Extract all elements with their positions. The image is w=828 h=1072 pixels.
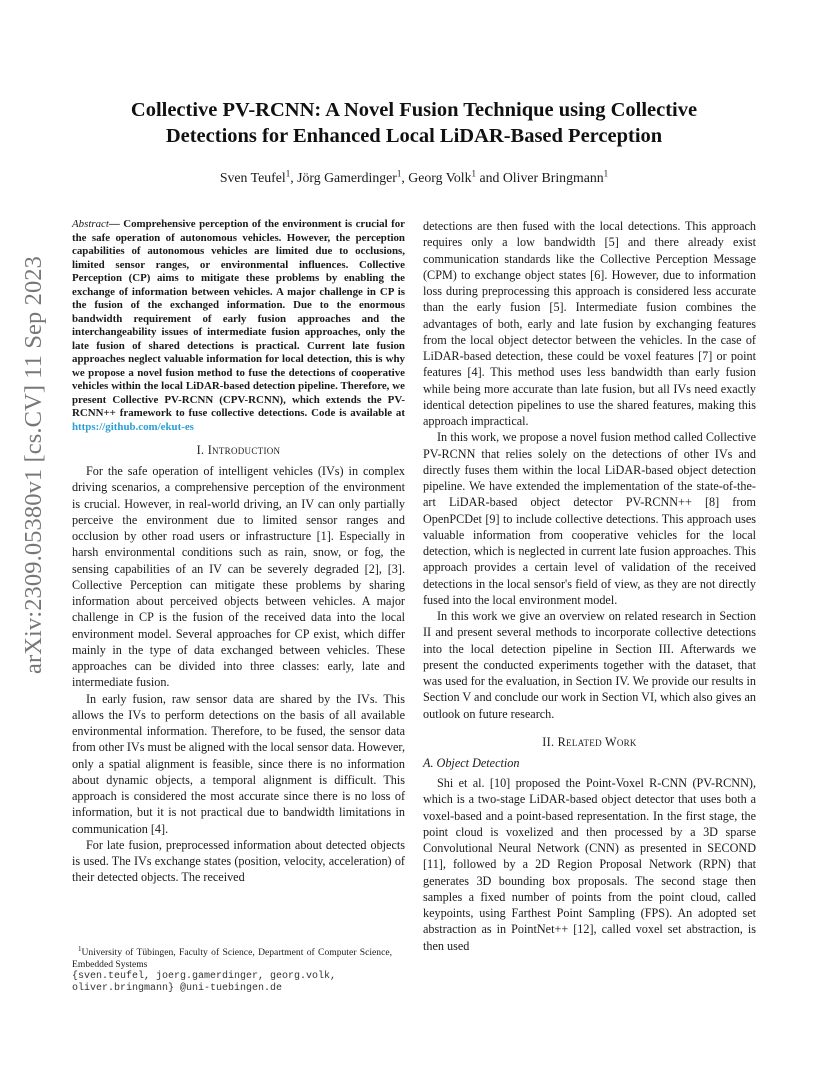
abstract-text: Comprehensive perception of the environment is crucial for the safe operation of autonomous vehicles. However, the perception capabilities of autonomous vehicles are limited due to occlusions, limited sensor ranges, or environmental influences. Collective Perception (CP) aims to mitigate these problems by enabling the exchange of information between vehicles. A major challenge in CP is the fusion of the exchanged information. Due to the enormous bandwidth requirement of early fusion approaches and the interchangeability issues of intermediate fusion approaches, only the late fusion of shared detections is practical. Current late fusion approaches neglect valuable information for local detection, this is why we propose a novel fusion method to fuse the detections of cooperative vehicles within the local LiDAR-based detection pipeline. Therefore, we present Collective PV-RCNN (CPV-RCNN), which extends the PV-RCNN++ framework to fuse collective detections. Code is available at — [72, 218, 405, 419]
paragraph: For the safe operation of intelligent vehicles (IVs) in complex driving scenarios, a comprehensive perception of the environment is crucial. However, in real-world driving, an IV can only partially perceive the environment due to limited sensor ranges and occlusion by other road users or infrastructure [1]. Especially in harsh environmental conditions such as rain, snow, or fog, the sensing capabilities of an IV can be severely degraded [2], [3]. Collective Perception can mitigate these problems by sharing information about perceived objects between vehicles. A major challenge in CP is the fusion of the received data into the local environment model. Several approaches for CP exist, which differ mainly in the type of data exchanged between vehicles. These approaches can be divided into three classes: early, late and intermediate fusion. — [72, 464, 405, 690]
author-affiliation-mark: 1 — [396, 168, 402, 179]
section-heading-introduction — [72, 442, 405, 458]
footnote-text: University of Tübingen, Faculty of Science, Department of Computer Science, Embedded Systems — [72, 947, 392, 971]
abstract — [72, 218, 405, 434]
paragraph: In this work, we propose a novel fusion method called Collective PV-RCNN that relies solely on the detections of other IVs and directly fuses them within the local LiDAR-based object detection pipeline. We have extended the implementation of the state-of-the-art LiDAR-based object detector PV-RCNN++ [8] from OpenPCDet [9] to include collective detections. This approach uses valuable information from cooperative vehicles for the local detection, which is neglected in current late fusion approaches. This approach provides a certain level of validation of the received detections in the local sensor's field of view, as they are not directly fused into the local environment model. — [423, 430, 756, 607]
section-title: Introduction — [207, 443, 281, 457]
author-separator: , — [290, 170, 298, 185]
paragraph: Shi et al. [10] proposed the Point-Voxel R-CNN (PV-RCNN), which is a two-stage LiDAR-based object detector that uses both a voxel-based and a point-based representation. In the first stage, the point cloud is voxelized and then processed by a 3D sparse Convolutional Neural Network (CNN) as presented in SECOND [11], followed by a 2D Region Proposal Network (RPN) that generates 3D bounding box proposals. The second stage then samples a fixed number of points from the point cloud, called keypoints, using Farthest Point Sampling (FPS). An adopted set abstraction as in PointNet++ [12], called voxel set abstraction, is then used — [423, 776, 756, 953]
author-name: Georg Volk — [408, 170, 472, 185]
arxiv-identifier: arXiv:2309.05380v1 [cs.CV] 11 Sep 2023 — [20, 256, 47, 674]
author-list — [70, 170, 758, 186]
paragraph: In early fusion, raw sensor data are shared by the IVs. This allows the IVs to perform detections on the basis of all available environmental information. Therefore, to be fused, the sensor data from other IVs must be aligned with the local sensor data. However, only a spatial alignment is feasible, since there is no information about dynamic objects, a temporal alignment is difficult. This approach is considered the most accurate since there is no loss of information, but it is not practical due to bandwidth limitations in communication [4]. — [72, 691, 405, 836]
subsection-heading-object-detection: A. Object Detection — [423, 755, 520, 770]
left-column — [72, 218, 405, 886]
paragraph: For late fusion, preprocessed information about detected objects is used. The IVs exchange states (position, velocity, acceleration) of their detected objects. The received — [72, 837, 405, 885]
abstract-heading: Abstract — [72, 218, 109, 230]
section-number: I. — [196, 443, 208, 457]
author-name: Jörg Gamerdinger — [297, 170, 397, 185]
section-number: II. — [542, 734, 558, 749]
author-name: Sven Teufel — [219, 170, 286, 185]
paragraph: detections are then fused with the local detections. This approach requires only a low bandwidth [5] and there already exist communication standards like the Collective Perception Message (CPM) to exchange object states [6]. However, due to information loss during preprocessing this approach is considered less accurate than the early fusion [5]. Intermediate fusion combines the advantages of both, early and late fusion by exchanging features from the local object detector between the vehicles. In the case of LiDAR-based detection, these could be voxel features [7] or point features [4]. This method uses less bandwidth than early fusion while being more accurate than late fusion, but all IVs need exactly identical detection pipelines to use the shared features, making this approach impractical. — [423, 219, 756, 428]
affiliation-footnote — [72, 943, 392, 994]
abstract-dash: — — [108, 218, 124, 230]
author-separator: and — [476, 170, 503, 185]
code-link[interactable]: https://github.com/ekut-es — [72, 420, 194, 433]
author-separator: , — [401, 170, 409, 185]
footnote-mark: 1 — [78, 945, 82, 953]
author-affiliation-mark: 1 — [603, 168, 609, 179]
arxiv-side-label — [14, 255, 54, 675]
right-column — [423, 218, 756, 954]
author-emails-line-1: {sven.teufel, joerg.gamerdinger, georg.volk, — [72, 971, 337, 983]
author-affiliation-mark: 1 — [285, 168, 291, 179]
author-name: Oliver Bringmann — [502, 170, 604, 185]
paper-title-line-2: Detections for Enhanced Local LiDAR-Based Perception — [165, 125, 663, 147]
paper-title-line-1: Collective PV-RCNN: A Novel Fusion Technique using Collective — [130, 99, 698, 121]
paragraph: In this work we give an overview on related research in Section II and present several methods to incorporate collective detections into the local detection pipeline in Section III. Afterwards we present the conducted experiments together with the dataset, that was used for the evaluation, in Section IV. We provide our results in Section V and conclude our work in Section VI, which also gives an outlook on future research. — [423, 609, 756, 721]
author-affiliation-mark: 1 — [471, 168, 477, 179]
section-title: Related Work — [557, 734, 637, 749]
author-emails-line-2: oliver.bringmann} @uni-tuebingen.de — [72, 982, 283, 994]
section-heading-related-work — [423, 734, 756, 750]
